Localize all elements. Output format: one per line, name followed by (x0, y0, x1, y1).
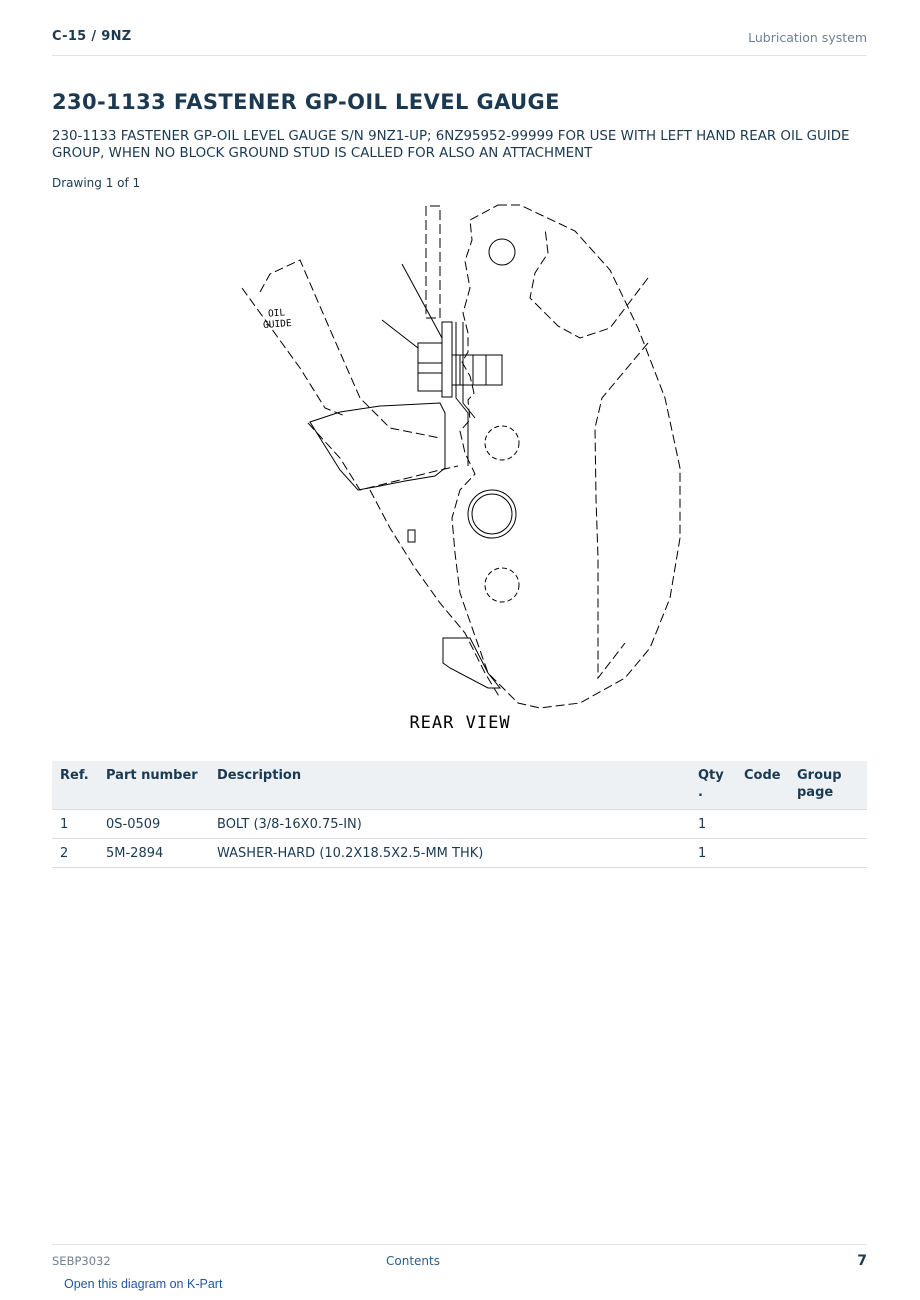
callout-line-2 (382, 320, 418, 348)
cell-ref: 1 (52, 810, 98, 839)
cell-group-page (789, 839, 867, 868)
cell-description: BOLT (3/8-16X0.75-IN) (209, 810, 690, 839)
model-label: C-15 / 9NZ (52, 29, 132, 44)
cell-part-number: 5M-2894 (98, 839, 209, 868)
col-qty-line2: . (698, 785, 703, 800)
page-subtitle: 230-1133 FASTENER GP-OIL LEVEL GAUGE S/N 9NZ1-UP; 6NZ95952-99999 FOR USE WITH LEFT HAND REAR OIL GUIDE GROUP, WHEN NO BLOCK GROUND STUD IS CALLED FOR ALSO AN ATTACHMENT (52, 129, 850, 161)
oil-guide-label-line1: OIL (267, 307, 286, 320)
block-edge (595, 343, 648, 678)
washer (442, 322, 452, 397)
col-group-line1: Group (797, 768, 842, 783)
oil-guide-outline (260, 260, 440, 438)
col-qty (690, 761, 736, 810)
col-qty-line1: Qty (698, 768, 724, 783)
drawing-svg (230, 198, 690, 743)
gauge-channel (456, 322, 468, 466)
view-label: REAR VIEW (409, 713, 511, 733)
parts-table (52, 761, 867, 868)
col-group-line2: page (797, 785, 834, 800)
col-code: Code (736, 761, 789, 810)
cell-group-page (789, 810, 867, 839)
parts-drawing (230, 198, 690, 743)
bolt-head (418, 343, 442, 391)
table-row (52, 839, 867, 868)
drawing-count: Drawing 1 of 1 (52, 176, 141, 190)
oil-guide-label-line2: GUIDE (262, 318, 293, 331)
kpart-link[interactable]: Open this diagram on K-Part (64, 1277, 223, 1291)
cell-code (736, 839, 789, 868)
large-hole (468, 490, 516, 538)
gauge-plate (426, 206, 440, 318)
cell-part-number: 0S-0509 (98, 810, 209, 839)
large-hole-inner (472, 494, 512, 534)
callout-line-1 (402, 264, 442, 338)
page-title: 230-1133 FASTENER GP-OIL LEVEL GAUGE (52, 90, 560, 114)
col-part-number: Part number (98, 761, 209, 810)
page-footer (52, 1244, 867, 1275)
cell-code (736, 810, 789, 839)
page-header (52, 28, 867, 56)
lower-hole (485, 568, 519, 602)
doc-number: SEBP3032 (52, 1254, 111, 1268)
upper-hole (489, 239, 515, 265)
oil-guide-tail (370, 490, 500, 698)
section-label: Lubrication system (748, 30, 867, 45)
col-description: Description (209, 761, 690, 810)
cell-qty: 1 (690, 810, 736, 839)
page-number: 7 (857, 1253, 867, 1269)
cell-ref: 2 (52, 839, 98, 868)
table-header-row (52, 761, 867, 810)
middle-hole (485, 426, 519, 460)
cell-description: WASHER-HARD (10.2X18.5X2.5-MM THK) (209, 839, 690, 868)
block-inner-curve (530, 228, 648, 338)
oil-guide-label (251, 306, 302, 331)
cell-qty: 1 (690, 839, 736, 868)
oil-guide-lower (308, 423, 458, 490)
contents-link[interactable]: Contents (386, 1254, 440, 1268)
col-group-page (789, 761, 867, 810)
table-row (52, 810, 867, 839)
col-ref: Ref. (52, 761, 98, 810)
